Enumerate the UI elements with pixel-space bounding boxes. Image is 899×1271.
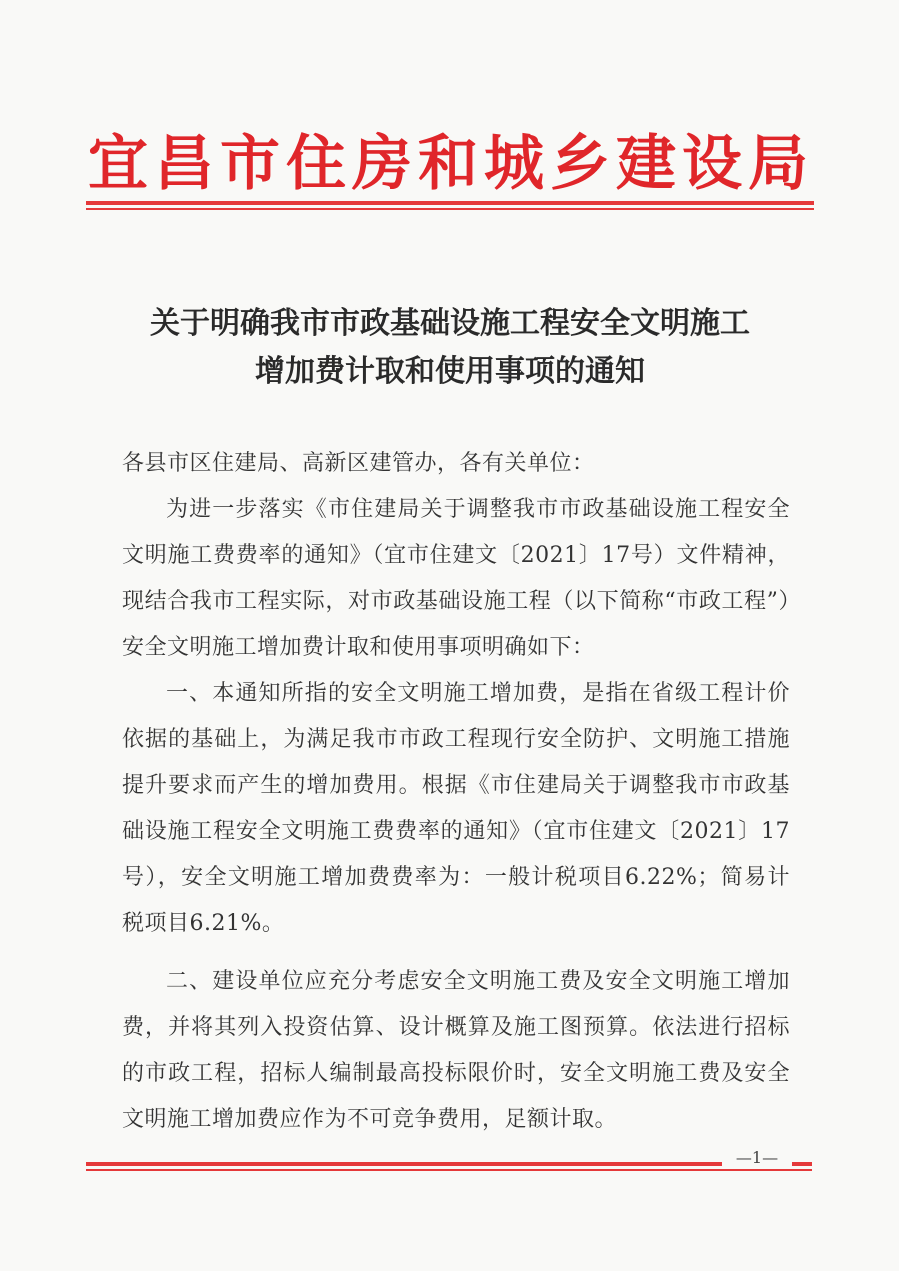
paragraph-item-1: 一、本通知所指的安全文明施工增加费，是指在省级工程计价依据的基础上，为满足我市市政工程现行安全防护、文明施工措施提升要求而产生的增加费用。根据《市住建局关于调整我市市政基础设施工程安全文明施工费费率的通知》（宜市住建文〔2021〕17号），安全文明施工增加费费率为：一般计税项目6.22%；简易计税项目6.21%。 — [122, 681, 790, 936]
salutation: 各县市区住建局、高新区建管办，各有关单位： — [122, 451, 595, 476]
paragraph-item-2: 二、建设单位应充分考虑安全文明施工费及安全文明施工增加费，并将其列入投资估算、设计概算及施工图预算。依法进行招标的市政工程，招标人编制最高投标限价时，安全文明施工费及安全文明施工增加费应作为不可竞争费用，足额计取。 — [122, 969, 790, 1132]
page-number: —1— — [722, 1148, 792, 1168]
document-title-line-1: 关于明确我市市政基础设施工程安全文明施工 — [150, 306, 750, 341]
document-title — [100, 300, 800, 396]
paragraph-intro: 为进一步落实《市住建局关于调整我市市政基础设施工程安全文明施工费费率的通知》（宜市住建文〔2021〕17号）文件精神，现结合我市工程实际，对市政基础设施工程（以下简称“市政工程”）安全文明施工增加费计取和使用事项明确如下： — [122, 497, 790, 660]
document-body — [122, 441, 790, 1143]
document-title-line-2: 增加费计取和使用事项的通知 — [255, 354, 645, 389]
letterhead-red-rule-thick — [86, 201, 814, 205]
letterhead-issuer: 宜昌市住房和城乡建设局 — [88, 129, 814, 199]
footer-red-rule-thin — [86, 1169, 812, 1171]
letterhead-red-rule-thin — [86, 208, 814, 210]
footer-red-rule-thick — [86, 1162, 812, 1166]
